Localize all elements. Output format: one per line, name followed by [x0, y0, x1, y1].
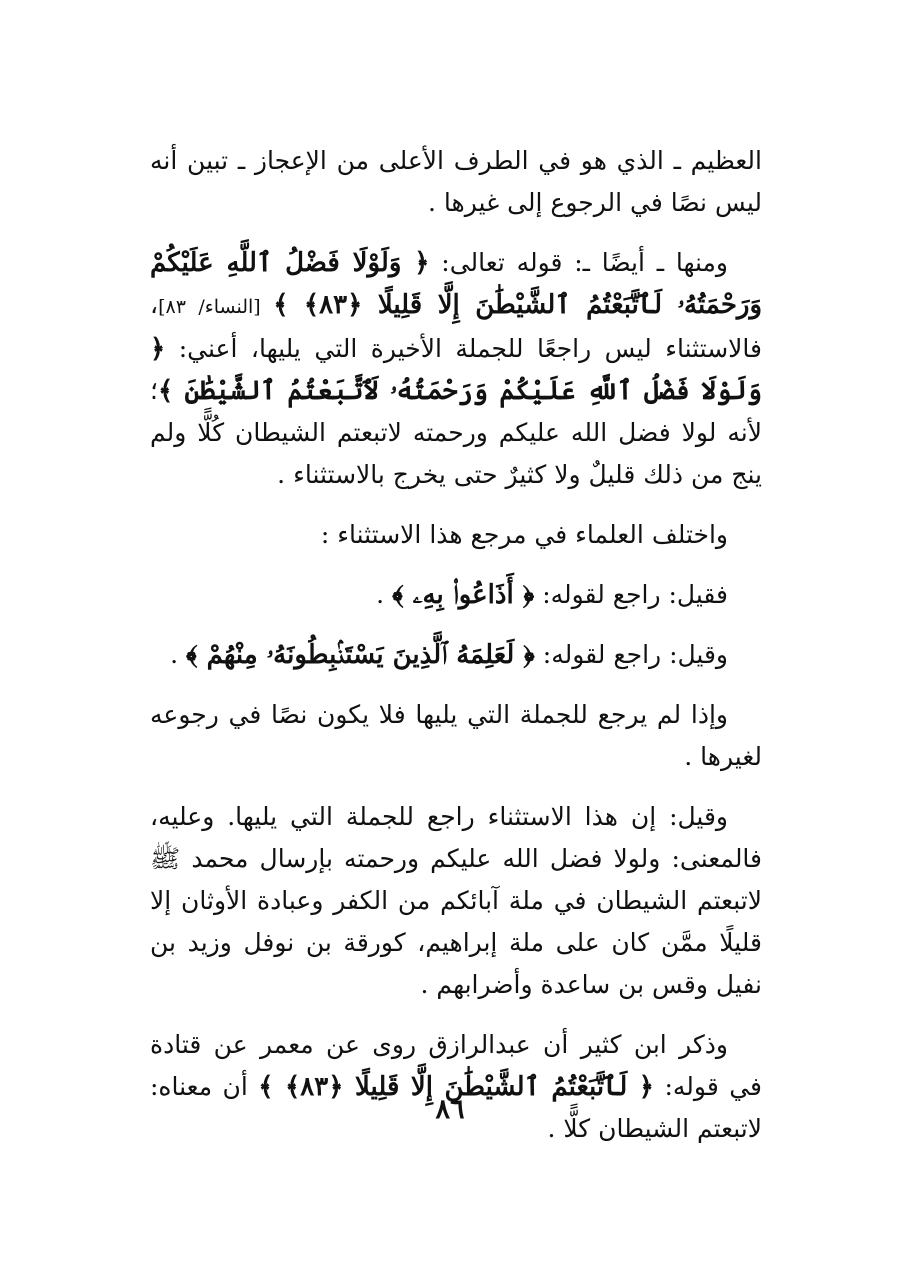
verse-reference: [النساء/ ٨٣] — [158, 296, 274, 318]
paragraph-4-intro: فقيل: راجع لقوله: — [534, 580, 728, 609]
paragraph-3 — [150, 514, 762, 556]
page-number: ٨٦ — [435, 1094, 465, 1125]
paragraph-8-intro: وذكر ابن كثير أن عبدالرازق روى عن معمر عن قتادة في قوله: — [150, 1030, 762, 1101]
paragraph-2-intro: ومنها ـ أيضًا ـ: قوله تعالى: — [429, 248, 728, 277]
paragraph-8-end: أن معناه: لاتبعتم الشيطان كلًّا . — [150, 1072, 762, 1143]
paragraph-8 — [150, 1024, 762, 1150]
paragraph-1-text: العظيم ـ الذي هو في الطرف الأعلى من الإعجاز ـ تبين أنه ليس نصًا في الرجوع إلى غيرها . — [150, 146, 762, 217]
quran-phrase-lattabatum: ﴿ لَٱتَّبَعْتُمُ ٱلشَّيْطَٰنَ إِلَّا قَلِيلًا ﴿٨٣﴾ ﴾ — [258, 1072, 655, 1102]
paragraph-5 — [150, 634, 762, 676]
paragraph-4-end: . — [376, 580, 393, 609]
paragraph-2-mid: ، فالاستثناء ليس راجعًا للجملة الأخيرة التي يليها، أعني: — [150, 290, 762, 363]
page-body — [150, 140, 762, 1168]
paragraph-5-end: . — [170, 640, 186, 669]
paragraph-6 — [150, 694, 762, 778]
quran-phrase-adhau-bihi: ﴿ أَذَاعُوا۟ بِهِۦ ﴾ — [392, 580, 535, 610]
quran-phrase-laalimahu: ﴿ لَعَلِمَهُ ٱلَّذِينَ يَسْتَنۢبِطُونَهُۥ مِنْهُمْ ﴾ — [186, 640, 535, 670]
paragraph-7 — [150, 796, 762, 1006]
paragraph-2 — [150, 242, 762, 496]
paragraph-6-text: وإذا لم يرجع للجملة التي يليها فلا يكون نصًا في رجوعه لغيرها . — [150, 700, 762, 771]
paragraph-7-text: وقيل: إن هذا الاستثناء راجع للجملة التي يليها. وعليه، فالمعنى: ولولا فضل الله عليكم ورحمته بإرسال محمد ﷺ لاتبعتم الشيطان في ملة آبائكم من الكفر وعبادة الأوثان إلا قليلًا ممَّن كان على ملة إبراهيم، كورقة بن نوفل وزيد بن نفيل وقس بن ساعدة وأضرابهم . — [150, 802, 762, 999]
quran-verse-nisa-83: ﴿ وَلَوْلَا فَضْلُ ٱللَّهِ عَلَيْكُمْ وَرَحْمَتُهُۥ لَٱتَّبَعْتُمُ ٱلشَّيْطَٰنَ إِلَّا قَلِيلًا ﴿٨٣﴾ ﴾ — [150, 248, 762, 320]
paragraph-4 — [150, 574, 762, 616]
quran-verse-partial: ﴿ وَلَوْلَا فَضْلُ ٱللَّهِ عَلَيْكُمْ وَرَحْمَتُهُۥ لَٱتَّبَعْتُمُ ٱلشَّيْطَٰنَ ﴾ — [150, 334, 762, 406]
paragraph-2-end: ؛ لأنه لولا فضل الله عليكم ورحمته لاتبعتم الشيطان كُلًّا ولم ينج من ذلك قليلٌ ولا كثيرٌ حتى يخرج بالاستثناء . — [150, 376, 762, 489]
paragraph-3-text: واختلف العلماء في مرجع هذا الاستثناء : — [320, 520, 728, 549]
paragraph-5-intro: وقيل: راجع لقوله: — [534, 640, 728, 669]
paragraph-1 — [150, 140, 762, 224]
